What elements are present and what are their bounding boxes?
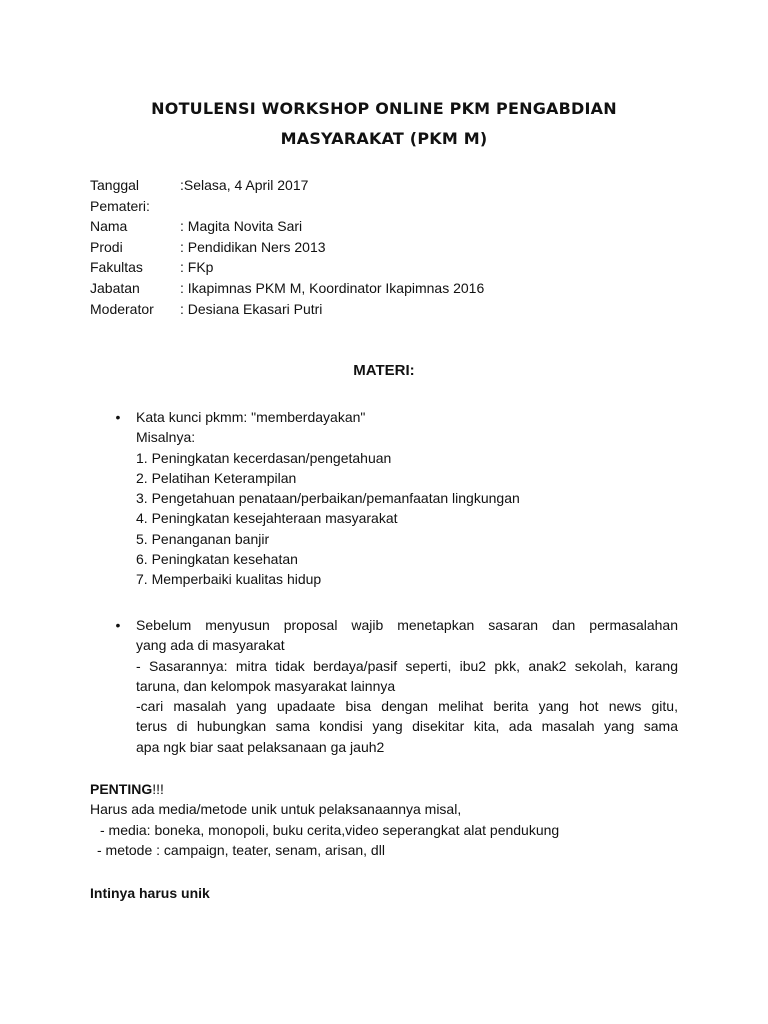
bullet-line: 4. Peningkatan kesejahteraan masyarakat [136, 510, 398, 527]
important-suffix: !!! [152, 781, 164, 797]
important-line: Harus ada media/metode unik untuk pelaksanaannya misal, [90, 801, 462, 818]
metadata-row-fakultas [90, 257, 484, 278]
metadata-row-pemateri [90, 196, 484, 217]
metadata-label: Prodi [90, 238, 123, 255]
bullet-line: taruna, dan kelompok masyarakat lainnya [136, 677, 396, 694]
bullet-line: 3. Pengetahuan penataan/perbaikan/pemanfaatan lingkungan [136, 490, 520, 507]
metadata-value: : Magita Novita Sari [180, 218, 303, 235]
metadata-label: Tanggal [90, 177, 140, 193]
bullet-line: yang ada di masyarakat [136, 637, 285, 654]
bullet-line: 5. Penanganan banjir [136, 530, 270, 547]
bullet-line: 1. Peningkatan kecerdasan/pengetahuan [136, 449, 392, 466]
metadata-label: Moderator [90, 300, 154, 317]
metadata-block [90, 175, 484, 319]
metadata-value: :Selasa, 4 April 2017 [180, 177, 309, 193]
list-item [113, 407, 678, 590]
bullet-line: Kata kunci pkmm: "memberdayakan" [136, 409, 366, 425]
important-heading [90, 779, 710, 799]
bullet-line: - Sasarannya: mitra tidak berdaya/pasif seperti, ibu2 pkk, anak2 sekolah, karang [136, 657, 678, 674]
bullet-line: Misalnya: [136, 429, 196, 446]
important-note-block [90, 779, 710, 860]
bullet-icon: • [115, 617, 121, 633]
metadata-value: : Desiana Ekasari Putri [180, 300, 323, 317]
metadata-value: : FKp [180, 259, 214, 276]
document-title [0, 94, 768, 154]
bullet-line: 7. Memperbaiki kualitas hidup [136, 571, 322, 588]
metadata-row-moderator [90, 299, 484, 320]
bullet-line: -cari masalah yang upadaate bisa dengan melihat berita yang hot news gitu, [136, 698, 678, 715]
important-line: - metode : campaign, teater, senam, arisan, dll [97, 841, 385, 858]
closing-note: Intinya harus unik [90, 885, 210, 901]
metadata-label: Pemateri: [90, 197, 150, 214]
metadata-label: Fakultas [90, 259, 143, 276]
metadata-row-jabatan [90, 278, 484, 299]
metadata-value: : Pendidikan Ners 2013 [180, 238, 326, 255]
metadata-label: Nama [90, 218, 128, 235]
metadata-row-prodi [90, 237, 484, 258]
title-line-1: NOTULENSI WORKSHOP ONLINE PKM PENGABDIAN [151, 99, 617, 118]
title-line-2: MASYARAKAT (PKM M) [280, 129, 488, 148]
section-title: MATERI: [353, 362, 415, 379]
important-label: PENTING [90, 781, 153, 797]
metadata-row-tanggal [90, 175, 484, 196]
bullet-line: 2. Pelatihan Keterampilan [136, 469, 297, 486]
metadata-value: : Ikapimnas PKM M, Koordinator Ikapimnas 2016 [180, 279, 485, 296]
bullet-line: apa ngk biar saat pelaksanaan ga jauh2 [136, 738, 385, 755]
metadata-label: Jabatan [90, 279, 140, 296]
bullet-line: 6. Peningkatan kesehatan [136, 551, 298, 568]
bullet-line: Sebelum menyusun proposal wajib menetapkan sasaran dan permasalahan [136, 617, 678, 633]
important-line: - media: boneka, monopoli, buku cerita,video seperangkat alat pendukung [100, 821, 560, 838]
bullet-icon: • [115, 409, 121, 425]
metadata-row-nama [90, 216, 484, 237]
list-item [113, 615, 678, 757]
bullet-line: terus di hubungkan sama kondisi yang disekitar kita, ada masalah yang sama [136, 718, 678, 735]
bullet-section-1 [113, 407, 678, 590]
bullet-section-2 [113, 615, 678, 757]
